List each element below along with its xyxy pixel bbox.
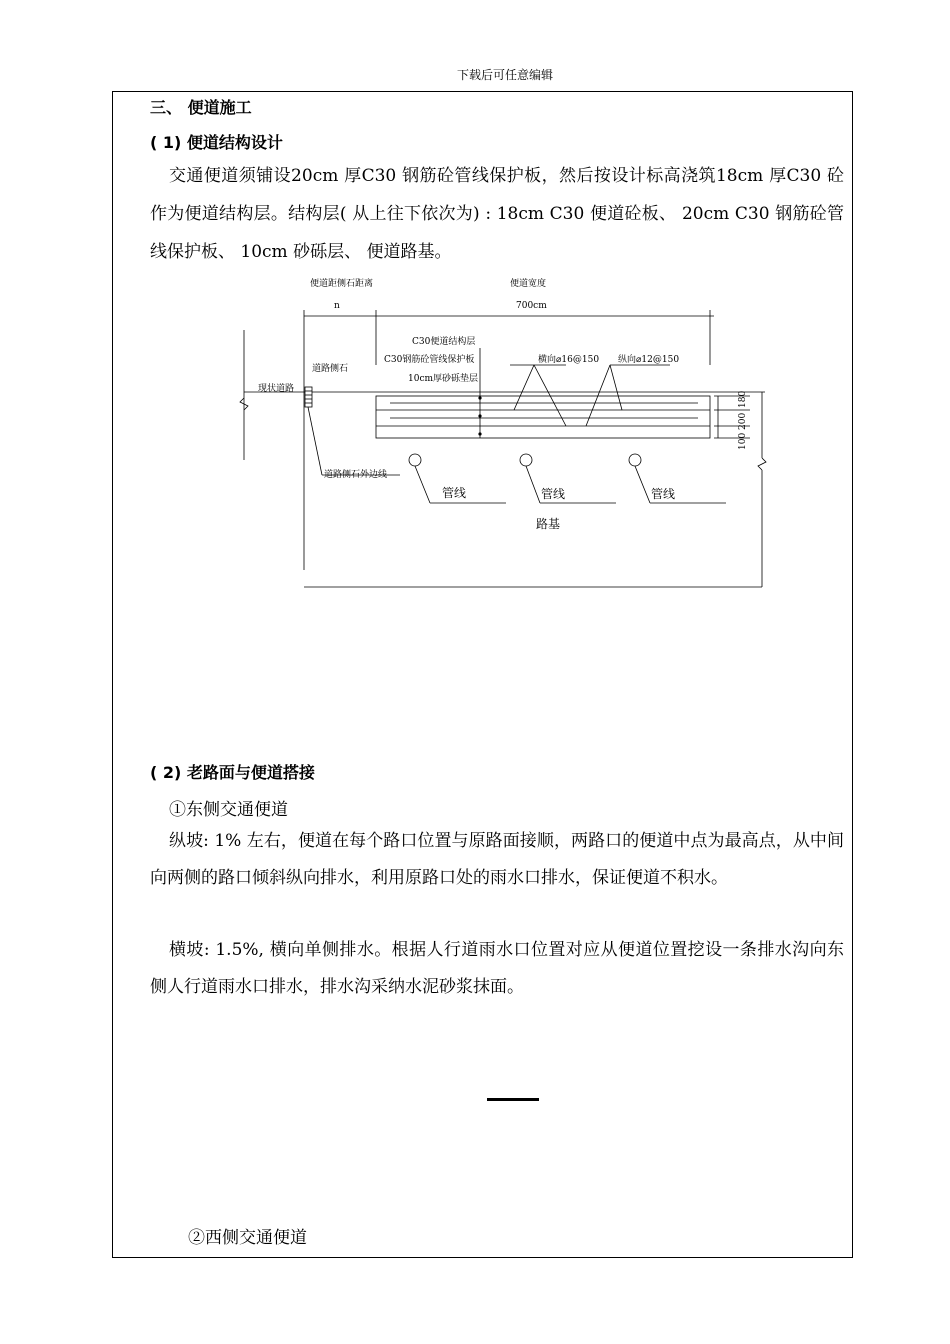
header-note: 下载后可任意编辑 <box>456 68 553 82</box>
east-paragraph-2: 横坡: 1.5%, 横向单侧排水。根据人行道雨水口位置对应从便道位置挖设一条排水沟向东侧人行道雨水口排水，排水沟采纳水泥砂浆抹面。 <box>150 940 844 997</box>
diagram-dist-label: 便道距侧石距离 <box>310 279 374 289</box>
diagram-pipe-label-3: 管线 <box>651 487 676 501</box>
diagram-transverse-rebar: 横向⌀16@150 <box>538 355 600 365</box>
diagram-pipe-label-2: 管线 <box>541 487 566 501</box>
diagram-width-label: 便道宽度 <box>510 279 547 289</box>
subsection-2-title: ( 2) 老路面与便道搭接 <box>150 763 315 782</box>
diagram-pipe-label-1: 管线 <box>442 486 467 500</box>
structure-paragraph: 交通便道须铺设20cm 厚C30 钢筋砼管线保护板，然后按设计标高浇筑18cm 厚C30 砼作为便道结构层。结构层( 从上往下依次为) : 18cm C30 便道砼板、 20cm C30 钢筋砼管线保护板、 10cm 砂砾层、 便道路基。 <box>150 166 844 262</box>
diagram-dim-200: 200 <box>738 412 748 430</box>
diagram-road-label: 现状道路 <box>258 384 295 394</box>
east-title: ①东侧交通便道 <box>169 800 288 820</box>
diagram-layer1: C30便道结构层 <box>412 337 476 347</box>
west-title: ②西侧交通便道 <box>188 1228 307 1248</box>
diagram-n-label: n <box>334 301 340 311</box>
diagram-width-value: 700cm <box>516 301 547 311</box>
diagram-dim-100: 100 <box>738 432 748 450</box>
diagram-layer2: C30钢筋砼管线保护板 <box>384 355 475 365</box>
cross-section-diagram <box>230 270 790 600</box>
diagram-dim-180: 180 <box>738 390 748 408</box>
diagram-longitudinal-rebar: 纵向⌀12@150 <box>618 355 680 365</box>
diagram-layer3: 10cm厚砂砾垫层 <box>408 374 479 384</box>
subsection-1-title: ( 1) 便道结构设计 <box>150 133 283 152</box>
diagram-curb-label: 道路侧石 <box>312 364 349 374</box>
east-paragraph-1: 纵坡: 1% 左右，便道在每个路口位置与原路面接顺，两路口的便道中点为最高点，从中间向两侧的路口倾斜纵向排水，利用原路口处的雨水口排水，保证便道不积水。 <box>150 831 844 888</box>
section-title: 三、 便道施工 <box>150 98 252 117</box>
small-graphic-mark <box>487 1098 539 1101</box>
diagram-subgrade-label: 路基 <box>536 517 561 531</box>
diagram-curb-edge-label: 道路侧石外边线 <box>324 470 388 480</box>
